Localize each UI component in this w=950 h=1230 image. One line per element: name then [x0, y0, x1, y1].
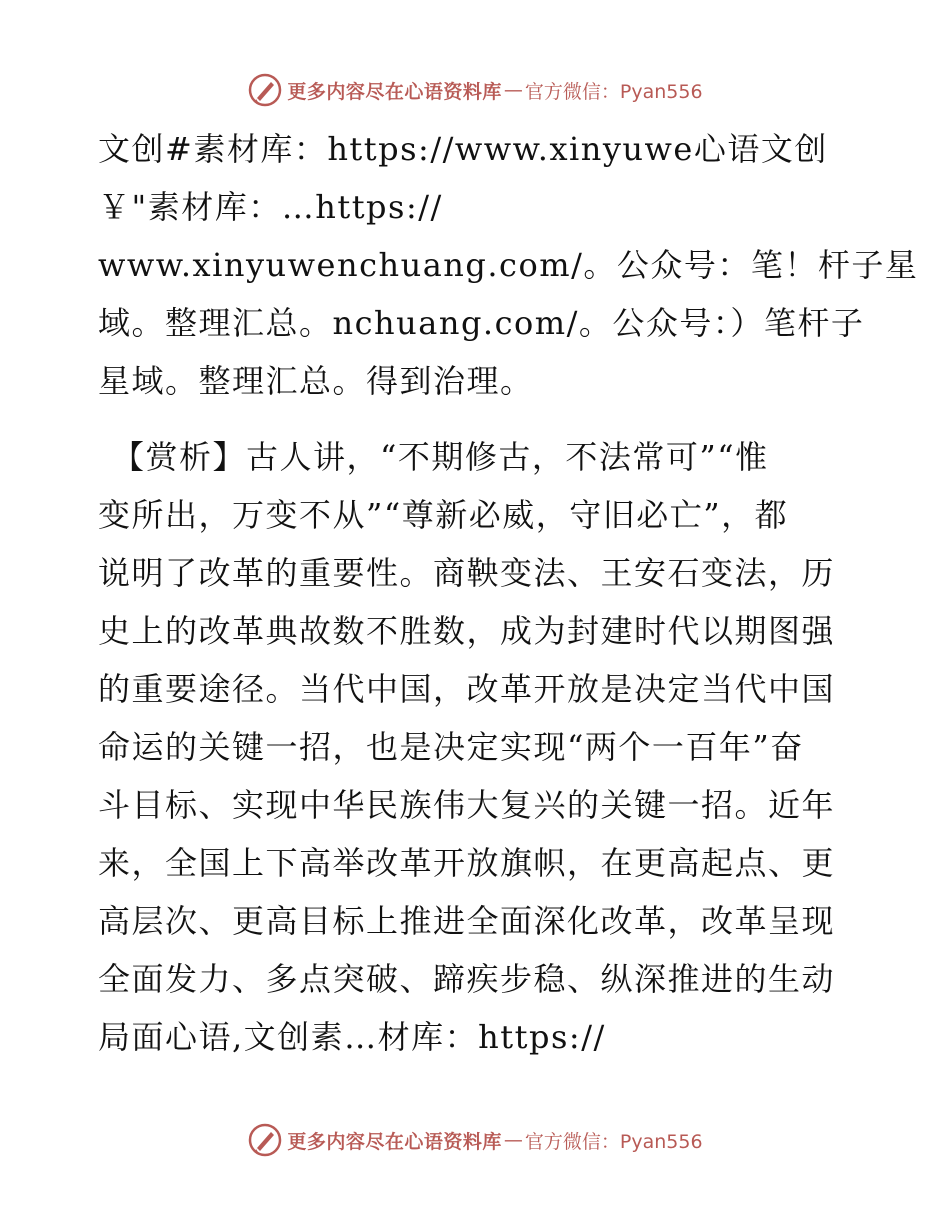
- footer-brand-text: 更多内容尽在心语资料库: [287, 1130, 502, 1153]
- analysis-line: 斗目标、实现中华民族伟大复兴的关键一招。近年: [98, 786, 836, 824]
- analysis-line: 变所出，万变不从”“尊新必威，守旧必亡”，都: [98, 496, 789, 534]
- analysis-line: 【赏析】古人讲，“不期修古，不法常可”“惟: [112, 438, 769, 476]
- analysis-line: 史上的改革典故数不胜数，成为封建时代以期图强: [98, 612, 836, 650]
- footer-contact-text: 官方微信：Pyan556: [524, 1130, 703, 1153]
- paragraph-gap: [98, 410, 858, 428]
- pen-logo-icon: [247, 1122, 283, 1158]
- footer-banner: [0, 1120, 950, 1160]
- analysis-line: 局面心语,文创素…材库：https://: [98, 1018, 606, 1056]
- footer-separator: —: [503, 1129, 523, 1151]
- document-body: [98, 120, 919, 1066]
- header-brand-text: 更多内容尽在心语资料库: [287, 80, 502, 103]
- intro-line: 文创#素材库：https://www.xinyuwe心语文创: [98, 130, 828, 168]
- analysis-line: 高层次、更高目标上推进全面深化改革，改革呈现: [98, 902, 836, 940]
- pen-logo-icon: [247, 72, 283, 108]
- analysis-line: 命运的关键一招，也是决定实现“两个一百年”奋: [98, 728, 804, 766]
- header-separator: —: [503, 79, 523, 101]
- analysis-line: 来，全国上下高举改革开放旗帜，在更高起点、更: [98, 844, 836, 882]
- header-banner: [0, 70, 950, 110]
- intro-line: 域。整理汇总。nchuang.com/。公众号：）笔杆子: [98, 304, 865, 342]
- analysis-line: 全面发力、多点突破、蹄疾步稳、纵深推进的生动: [98, 960, 836, 998]
- analysis-line: 说明了改革的重要性。商鞅变法、王安石变法，历: [98, 554, 836, 592]
- analysis-line: 的重要途径。当代中国，改革开放是决定当代中国: [98, 670, 836, 708]
- intro-line: www.xinyuwenchuang.com/。公众号：笔！杆子星: [98, 246, 919, 284]
- intro-line: ￥"素材库：…https://: [98, 188, 443, 226]
- intro-line: 星域。整理汇总。得到治理。: [98, 362, 534, 400]
- header-contact-text: 官方微信：Pyan556: [524, 80, 703, 103]
